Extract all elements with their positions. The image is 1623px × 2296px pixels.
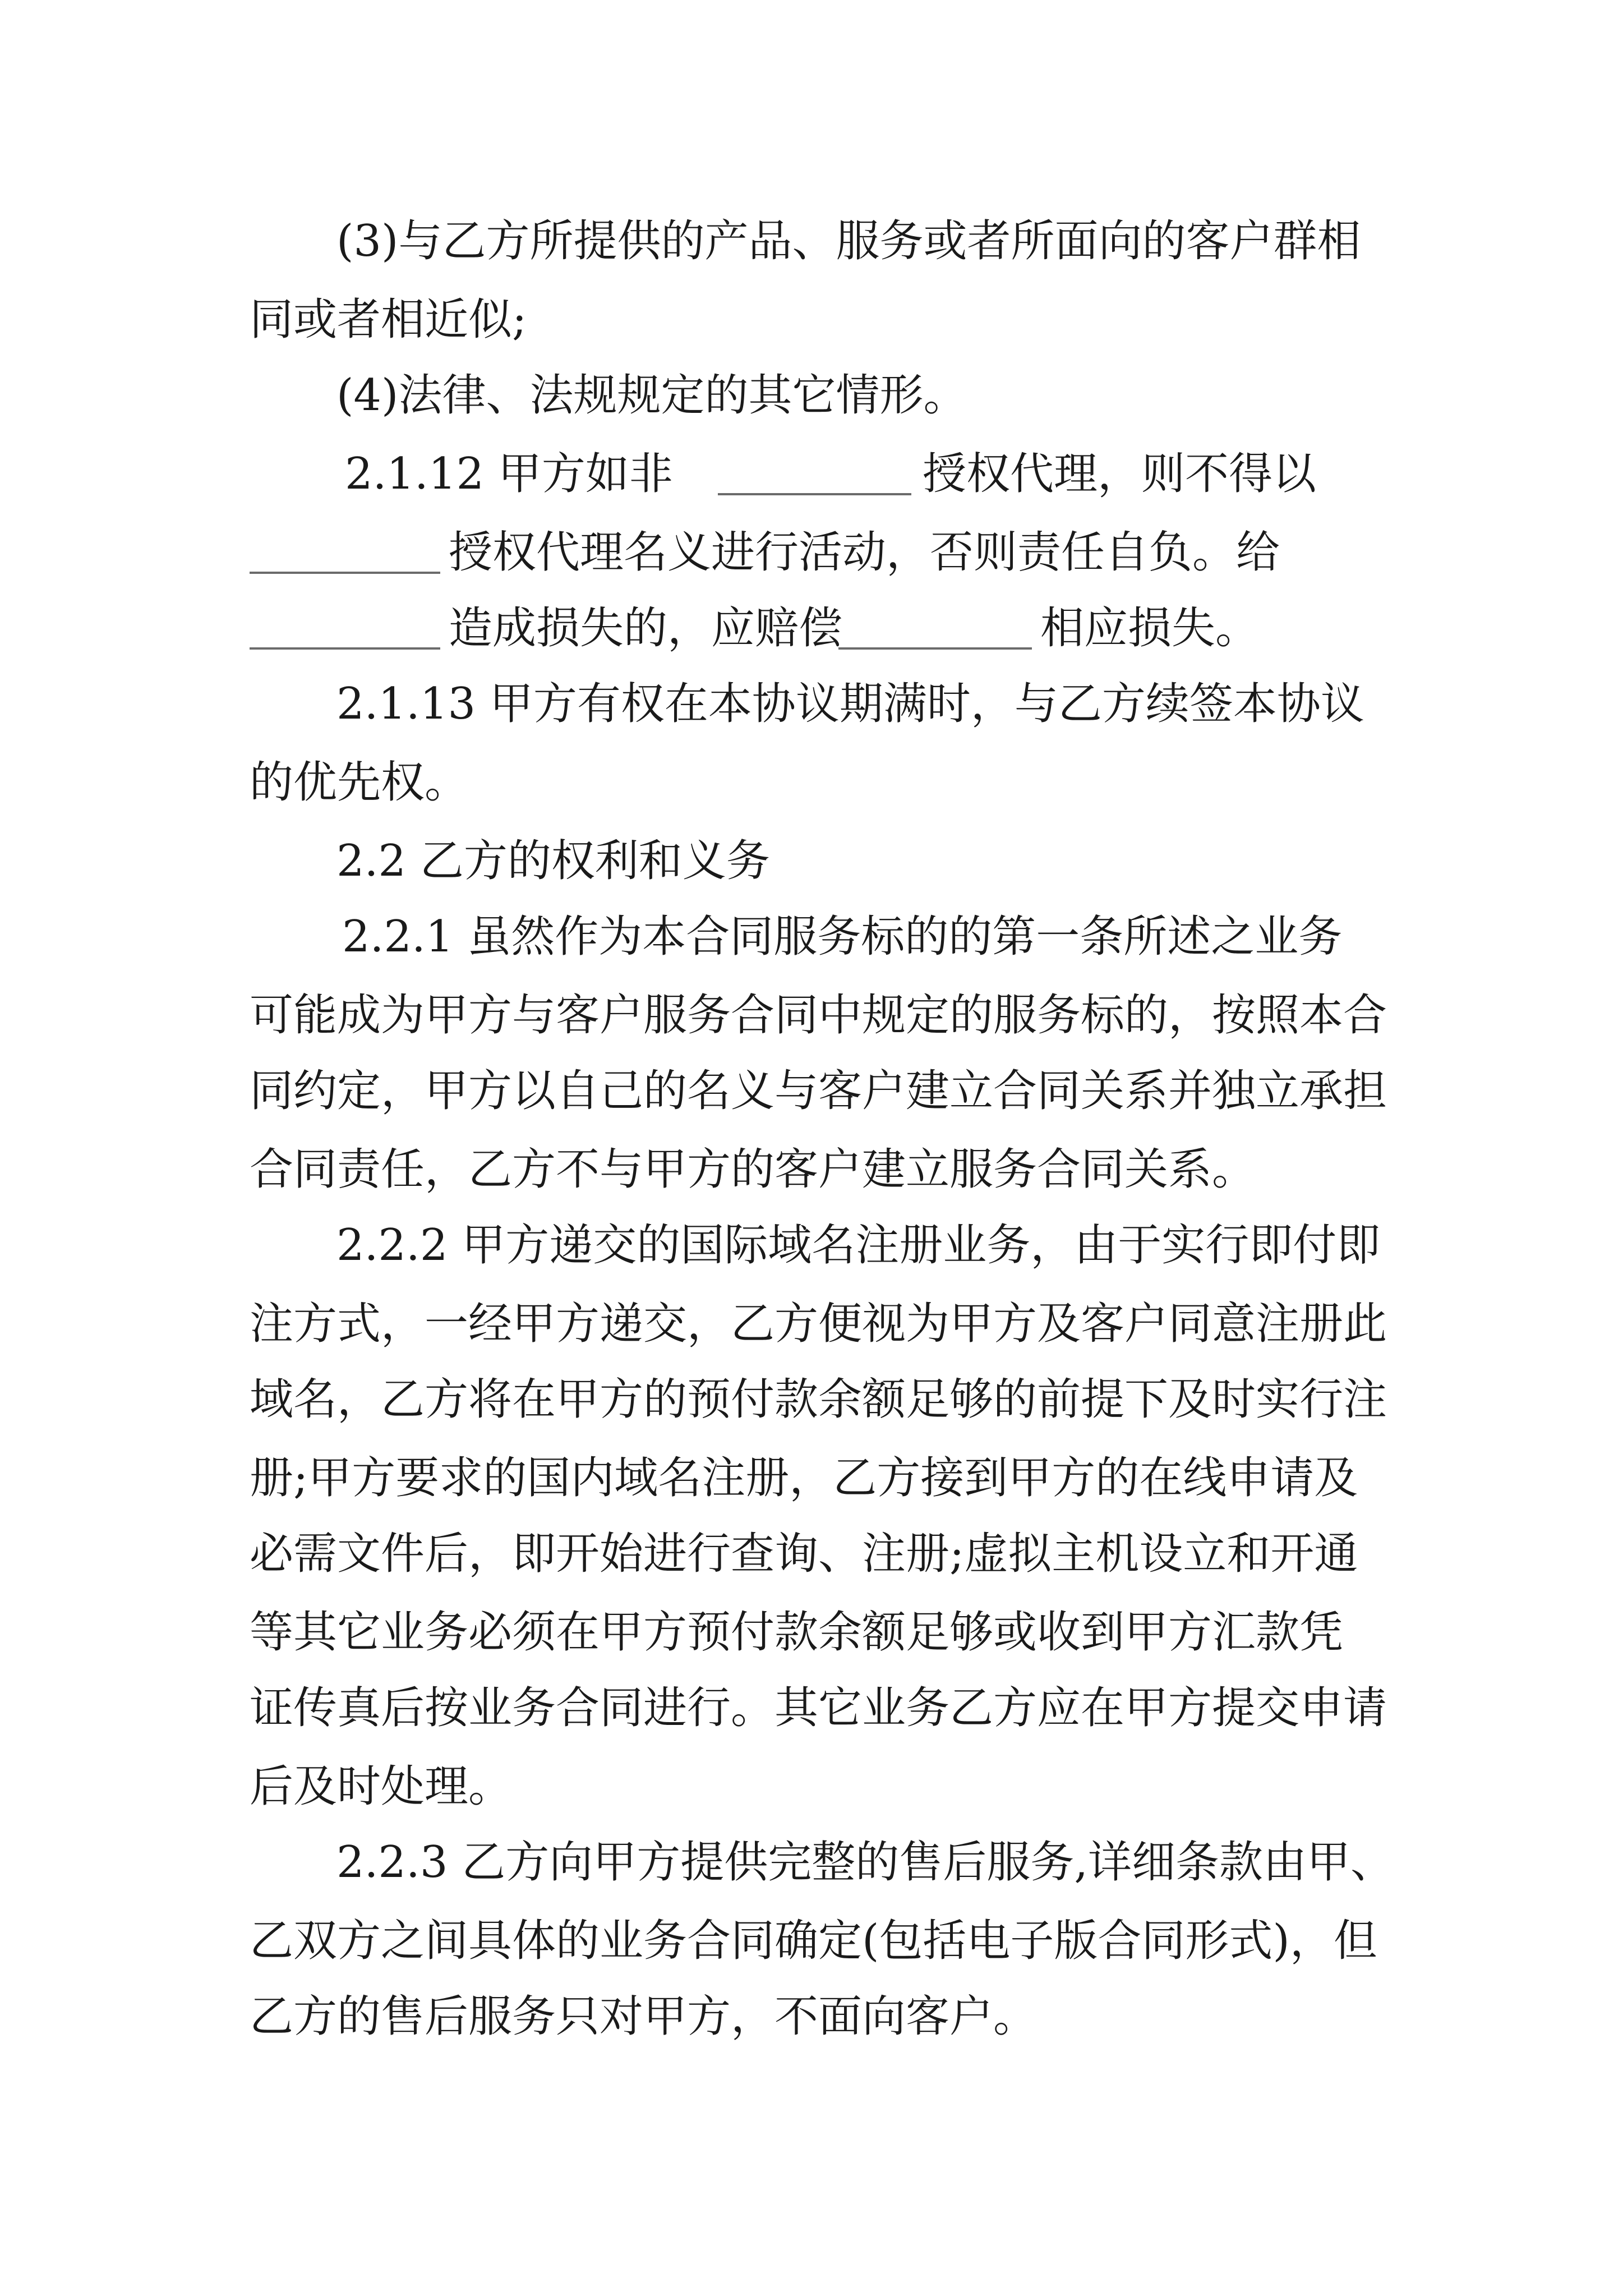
section-2-2-heading: 2.2 乙方的权利和义务 <box>336 836 770 886</box>
text-line <box>0 1515 1623 1593</box>
clause-2-2-2-line-2: 注方式，一经甲方递交，乙方便视为甲方及客户同意注册此 <box>250 1299 1387 1349</box>
clause-2-2-2-line-5: 必需文件后，即开始进行查询、注册;虚拟主机设立和开通 <box>250 1529 1358 1579</box>
text-line <box>0 1669 1623 1747</box>
clause-2-2-2-line-4: 册;甲方要求的国内域名注册，乙方接到甲方的在线申请及 <box>250 1453 1358 1503</box>
text-line <box>0 1360 1623 1439</box>
text-line <box>0 1823 1623 1902</box>
fill-in-blank[interactable] <box>250 647 440 650</box>
clause-2-1-12-line-3-part-c: 相应损失。 <box>1040 603 1260 654</box>
text-line <box>0 743 1623 822</box>
clause-2-2-2-line-1: 2.2.2 甲方递交的国际域名注册业务，由于实行即付即 <box>336 1220 1381 1271</box>
text-line <box>0 822 1623 900</box>
fill-in-blank[interactable] <box>250 572 440 574</box>
fill-in-blank[interactable] <box>718 493 911 495</box>
text-line <box>0 356 1623 435</box>
item-3-line-2: 同或者相近似; <box>250 295 527 345</box>
text-line <box>0 665 1623 743</box>
text-line <box>0 1977 1623 2056</box>
text-line <box>0 1206 1623 1285</box>
text-line <box>0 513 1623 592</box>
text-line <box>0 976 1623 1055</box>
text-line <box>0 435 1623 513</box>
fill-in-blank[interactable] <box>838 647 1032 650</box>
clause-2-2-2-line-7: 证传真后按业务合同进行。其它业务乙方应在甲方提交申请 <box>250 1683 1387 1733</box>
clause-2-2-2-line-3: 域名，乙方将在甲方的预付款余额足够的前提下及时实行注 <box>250 1374 1387 1425</box>
text-line <box>0 898 1623 976</box>
clause-2-1-12-part-a: 2.1.12 甲方如非 <box>345 449 673 499</box>
text-line <box>0 1439 1623 1517</box>
clause-2-1-13-line-2: 的优先权。 <box>250 757 469 808</box>
text-line <box>0 1285 1623 1363</box>
clause-2-1-12-line-2: 授权代理名义进行活动，否则责任自负。给 <box>449 527 1280 578</box>
text-line <box>0 1130 1623 1209</box>
text-line <box>0 589 1623 668</box>
text-line <box>0 1052 1623 1130</box>
text-line <box>0 280 1623 359</box>
text-line <box>0 1902 1623 1980</box>
text-line <box>0 1593 1623 1672</box>
clause-2-2-2-line-6: 等其它业务必须在甲方预付款余额足够或收到甲方汇款凭 <box>250 1607 1344 1658</box>
text-line <box>0 1747 1623 1826</box>
clause-2-1-13-line-1: 2.1.13 甲方有权在本协议期满时，与乙方续签本协议 <box>336 679 1364 729</box>
clause-2-2-3-line-1: 2.2.3 乙方向甲方提供完整的售后服务,详细条款由甲、 <box>336 1837 1395 1888</box>
item-3-line-1: (3)与乙方所提供的产品、服务或者所面向的客户群相 <box>336 216 1361 266</box>
clause-2-2-1-line-3: 同约定，甲方以自己的名义与客户建立合同关系并独立承担 <box>250 1066 1387 1116</box>
item-4-line-1: (4)法律、法规规定的其它情形。 <box>336 370 967 421</box>
clause-2-2-3-line-3: 乙方的售后服务只对甲方，不面向客户。 <box>250 1991 1038 2042</box>
clause-2-2-1-line-4: 合同责任，乙方不与甲方的客户建立服务合同关系。 <box>250 1144 1256 1195</box>
clause-2-1-12-line-3-part-b: 造成损失的，应赔偿 <box>449 603 843 654</box>
clause-2-2-1-line-2: 可能成为甲方与客户服务合同中规定的服务标的，按照本合 <box>250 990 1387 1041</box>
clause-2-2-1-line-1: 2.2.1 虽然作为本合同服务标的的第一条所述之业务 <box>342 912 1343 962</box>
clause-2-1-12-part-b: 授权代理，则不得以 <box>923 449 1317 499</box>
text-line <box>0 202 1623 280</box>
clause-2-2-3-line-2: 乙双方之间具体的业务合同确定(包括电子版合同形式)，但 <box>250 1916 1377 1966</box>
clause-2-2-2-line-8: 后及时处理。 <box>250 1761 513 1812</box>
